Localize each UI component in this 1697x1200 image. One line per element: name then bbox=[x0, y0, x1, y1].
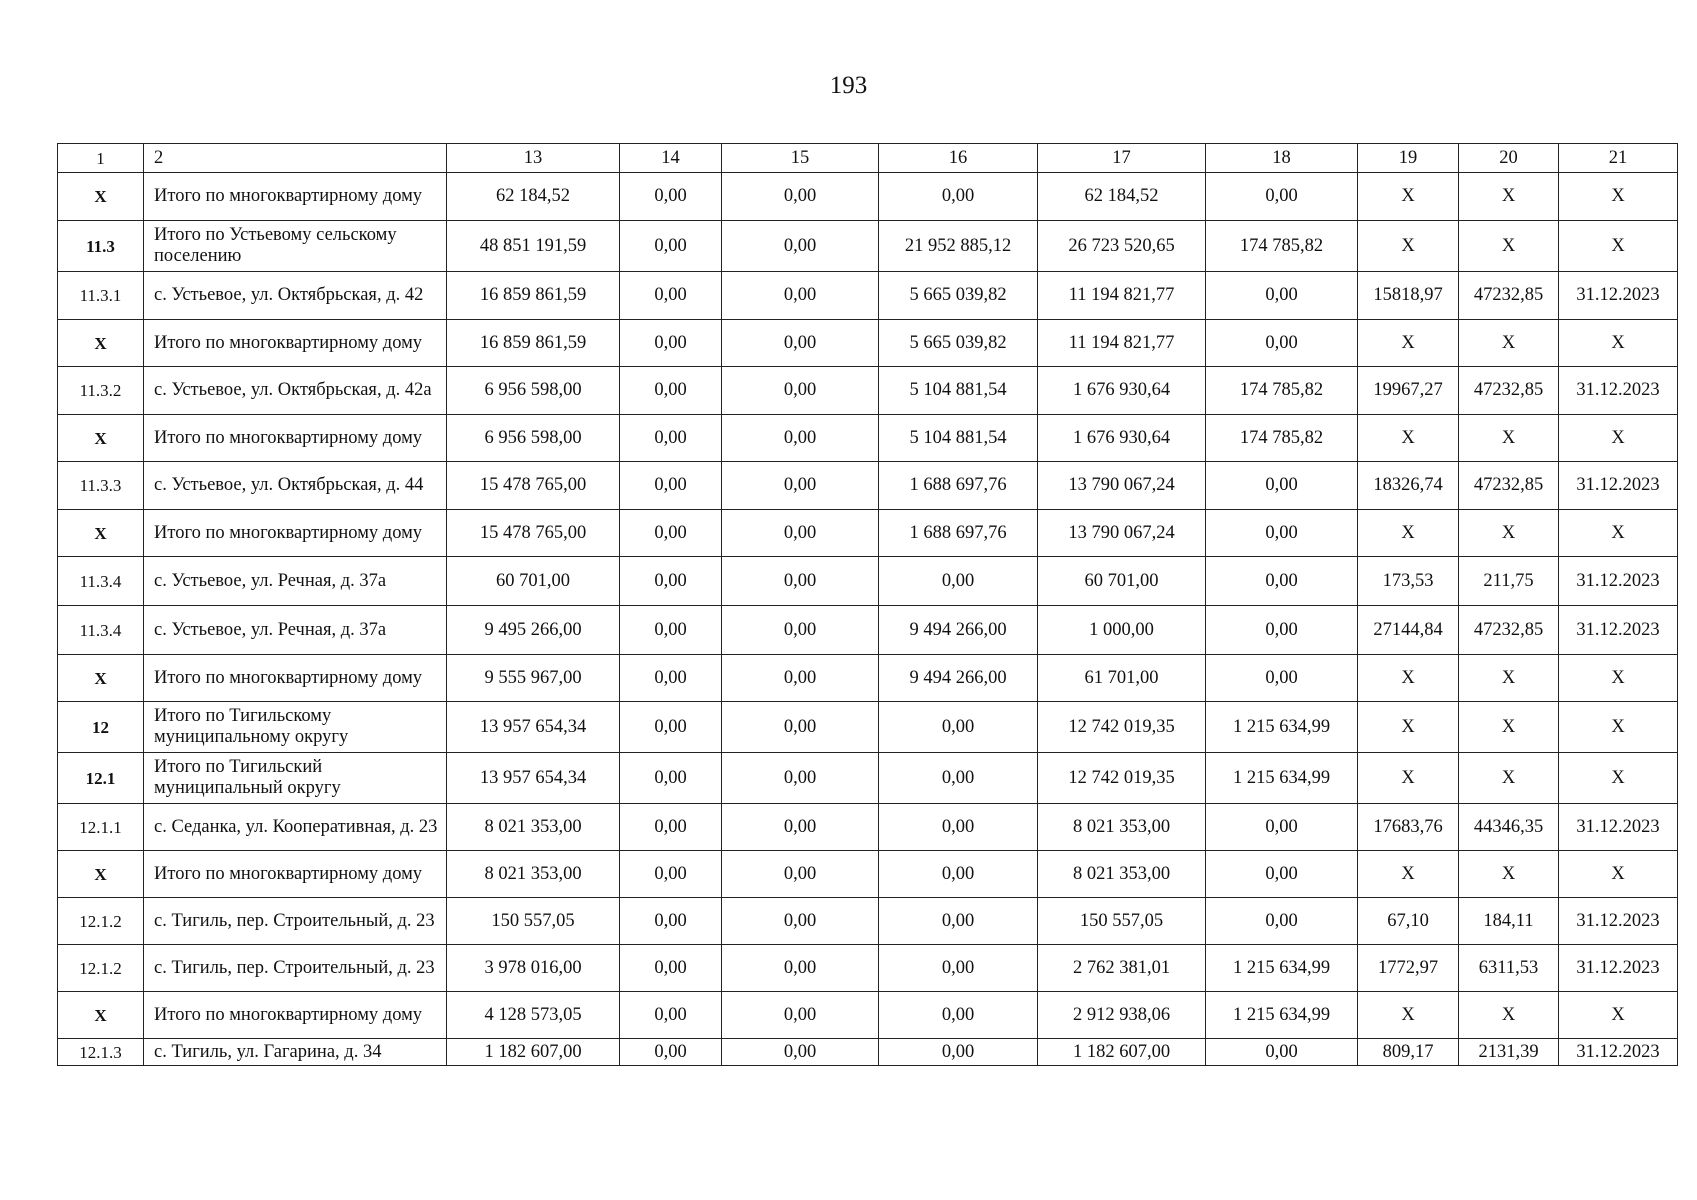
cell-col-16: 0,00 bbox=[879, 851, 1038, 898]
cell-col-18: 0,00 bbox=[1206, 655, 1358, 702]
cell-col-21: 31.12.2023 bbox=[1559, 606, 1678, 655]
cell-col-19: X bbox=[1358, 415, 1459, 462]
cell-col-17: 1 676 930,64 bbox=[1038, 415, 1206, 462]
header-cell-col-16: 16 bbox=[879, 144, 1038, 173]
cell-col-18: 0,00 bbox=[1206, 606, 1358, 655]
cell-col-15: 0,00 bbox=[722, 272, 879, 320]
cell-col-14: 0,00 bbox=[620, 851, 722, 898]
cell-col-17: 12 742 019,35 bbox=[1038, 702, 1206, 753]
cell-col-19: 809,17 bbox=[1358, 1039, 1459, 1066]
table-row bbox=[58, 1039, 1678, 1066]
cell-col-16: 0,00 bbox=[879, 173, 1038, 221]
cell-col-19: 17683,76 bbox=[1358, 804, 1459, 851]
cell-col-18: 0,00 bbox=[1206, 1039, 1358, 1066]
cell-col-17: 60 701,00 bbox=[1038, 557, 1206, 606]
cell-col-address: с. Устьевое, ул. Речная, д. 37а bbox=[144, 606, 447, 655]
cell-col-number: 12.1.2 bbox=[58, 898, 144, 945]
cell-col-13: 13 957 654,34 bbox=[447, 702, 620, 753]
cell-col-15: 0,00 bbox=[722, 655, 879, 702]
cell-col-19: X bbox=[1358, 221, 1459, 272]
cell-col-number: 11.3.3 bbox=[58, 462, 144, 510]
header-cell-col-21: 21 bbox=[1559, 144, 1678, 173]
cell-col-21: 31.12.2023 bbox=[1559, 945, 1678, 992]
cell-col-address: с. Устьевое, ул. Октябрьская, д. 42а bbox=[144, 367, 447, 415]
cell-col-19: X bbox=[1358, 851, 1459, 898]
cell-col-address: Итого по многоквартирному дому bbox=[144, 851, 447, 898]
cell-col-14: 0,00 bbox=[620, 510, 722, 557]
cell-col-19: X bbox=[1358, 320, 1459, 367]
header-cell-col-14: 14 bbox=[620, 144, 722, 173]
cell-col-13: 6 956 598,00 bbox=[447, 415, 620, 462]
cell-col-20: X bbox=[1459, 851, 1559, 898]
table-row bbox=[58, 415, 1678, 462]
page-number: 193 bbox=[829, 72, 868, 99]
cell-col-21: X bbox=[1559, 320, 1678, 367]
cell-col-16: 5 665 039,82 bbox=[879, 320, 1038, 367]
cell-col-18: 174 785,82 bbox=[1206, 221, 1358, 272]
cell-col-address: Итого по многоквартирному дому bbox=[144, 992, 447, 1039]
cell-col-15: 0,00 bbox=[722, 221, 879, 272]
cell-col-18: 0,00 bbox=[1206, 272, 1358, 320]
header-cell-col-17: 17 bbox=[1038, 144, 1206, 173]
cell-col-17: 11 194 821,77 bbox=[1038, 272, 1206, 320]
header-cell-col-address: 2 bbox=[144, 144, 447, 173]
cell-col-13: 16 859 861,59 bbox=[447, 272, 620, 320]
cell-col-20: 47232,85 bbox=[1459, 367, 1559, 415]
cell-col-number: X bbox=[58, 173, 144, 221]
cell-col-17: 1 676 930,64 bbox=[1038, 367, 1206, 415]
cell-col-20: X bbox=[1459, 173, 1559, 221]
cell-col-19: X bbox=[1358, 753, 1459, 804]
cell-col-21: X bbox=[1559, 510, 1678, 557]
cell-col-18: 0,00 bbox=[1206, 804, 1358, 851]
cell-col-13: 60 701,00 bbox=[447, 557, 620, 606]
cell-col-18: 174 785,82 bbox=[1206, 415, 1358, 462]
cell-col-13: 15 478 765,00 bbox=[447, 462, 620, 510]
cell-col-20: 184,11 bbox=[1459, 898, 1559, 945]
table-row bbox=[58, 804, 1678, 851]
cell-col-15: 0,00 bbox=[722, 753, 879, 804]
cell-col-19: X bbox=[1358, 173, 1459, 221]
cell-col-15: 0,00 bbox=[722, 992, 879, 1039]
cell-col-address: Итого по многоквартирному дому bbox=[144, 320, 447, 367]
cell-col-21: X bbox=[1559, 655, 1678, 702]
table-row bbox=[58, 510, 1678, 557]
cell-col-18: 1 215 634,99 bbox=[1206, 753, 1358, 804]
cell-col-15: 0,00 bbox=[722, 1039, 879, 1066]
cell-col-20: X bbox=[1459, 221, 1559, 272]
cell-col-17: 13 790 067,24 bbox=[1038, 462, 1206, 510]
cell-col-21: 31.12.2023 bbox=[1559, 898, 1678, 945]
cell-col-16: 5 104 881,54 bbox=[879, 415, 1038, 462]
cell-col-number: 12.1.1 bbox=[58, 804, 144, 851]
cell-col-13: 150 557,05 bbox=[447, 898, 620, 945]
cell-col-18: 0,00 bbox=[1206, 898, 1358, 945]
cell-col-21: X bbox=[1559, 851, 1678, 898]
table-row bbox=[58, 221, 1678, 272]
cell-col-17: 2 912 938,06 bbox=[1038, 992, 1206, 1039]
header-cell-col-15: 15 bbox=[722, 144, 879, 173]
cell-col-17: 2 762 381,01 bbox=[1038, 945, 1206, 992]
cell-col-18: 1 215 634,99 bbox=[1206, 945, 1358, 992]
cell-col-20: 6311,53 bbox=[1459, 945, 1559, 992]
table-row bbox=[58, 898, 1678, 945]
cell-col-address: Итого по многоквартирному дому bbox=[144, 510, 447, 557]
cell-col-16: 0,00 bbox=[879, 898, 1038, 945]
cell-col-21: 31.12.2023 bbox=[1559, 272, 1678, 320]
cell-col-14: 0,00 bbox=[620, 272, 722, 320]
cell-col-20: X bbox=[1459, 320, 1559, 367]
cell-col-14: 0,00 bbox=[620, 1039, 722, 1066]
cell-col-number: X bbox=[58, 415, 144, 462]
cell-col-14: 0,00 bbox=[620, 367, 722, 415]
table-row bbox=[58, 702, 1678, 753]
cell-col-15: 0,00 bbox=[722, 945, 879, 992]
cell-col-21: X bbox=[1559, 702, 1678, 753]
table-row bbox=[58, 367, 1678, 415]
cell-col-21: 31.12.2023 bbox=[1559, 557, 1678, 606]
cell-col-17: 26 723 520,65 bbox=[1038, 221, 1206, 272]
cell-col-15: 0,00 bbox=[722, 606, 879, 655]
table-row bbox=[58, 557, 1678, 606]
cell-col-address: с. Устьевое, ул. Октябрьская, д. 44 bbox=[144, 462, 447, 510]
cell-col-16: 5 104 881,54 bbox=[879, 367, 1038, 415]
cell-col-14: 0,00 bbox=[620, 992, 722, 1039]
cell-col-18: 0,00 bbox=[1206, 173, 1358, 221]
cell-col-address: с. Седанка, ул. Кооперативная, д. 23 bbox=[144, 804, 447, 851]
cell-col-13: 9 495 266,00 bbox=[447, 606, 620, 655]
cell-col-16: 0,00 bbox=[879, 945, 1038, 992]
cell-col-19: X bbox=[1358, 992, 1459, 1039]
cell-col-18: 0,00 bbox=[1206, 557, 1358, 606]
cell-col-13: 48 851 191,59 bbox=[447, 221, 620, 272]
cell-col-number: X bbox=[58, 655, 144, 702]
cell-col-number: 11.3.1 bbox=[58, 272, 144, 320]
header-cell-col-19: 19 bbox=[1358, 144, 1459, 173]
table-row bbox=[58, 462, 1678, 510]
header-cell-col-20: 20 bbox=[1459, 144, 1559, 173]
cell-col-20: 47232,85 bbox=[1459, 462, 1559, 510]
cell-col-address: Итого по Устьевому сельскому поселению bbox=[144, 221, 447, 272]
cell-col-13: 3 978 016,00 bbox=[447, 945, 620, 992]
cell-col-20: X bbox=[1459, 415, 1559, 462]
cell-col-20: X bbox=[1459, 510, 1559, 557]
cell-col-number: 12.1.3 bbox=[58, 1039, 144, 1066]
data-table bbox=[57, 143, 1678, 1066]
table-row bbox=[58, 753, 1678, 804]
cell-col-18: 1 215 634,99 bbox=[1206, 702, 1358, 753]
cell-col-15: 0,00 bbox=[722, 702, 879, 753]
cell-col-14: 0,00 bbox=[620, 320, 722, 367]
cell-col-16: 21 952 885,12 bbox=[879, 221, 1038, 272]
cell-col-15: 0,00 bbox=[722, 462, 879, 510]
cell-col-15: 0,00 bbox=[722, 898, 879, 945]
cell-col-20: X bbox=[1459, 702, 1559, 753]
cell-col-21: 31.12.2023 bbox=[1559, 367, 1678, 415]
cell-col-17: 11 194 821,77 bbox=[1038, 320, 1206, 367]
cell-col-13: 15 478 765,00 bbox=[447, 510, 620, 557]
cell-col-19: 173,53 bbox=[1358, 557, 1459, 606]
header-cell-col-18: 18 bbox=[1206, 144, 1358, 173]
cell-col-13: 13 957 654,34 bbox=[447, 753, 620, 804]
cell-col-16: 1 688 697,76 bbox=[879, 462, 1038, 510]
cell-col-number: 12.1 bbox=[58, 753, 144, 804]
cell-col-14: 0,00 bbox=[620, 606, 722, 655]
cell-col-14: 0,00 bbox=[620, 557, 722, 606]
cell-col-address: Итого по многоквартирному дому bbox=[144, 173, 447, 221]
cell-col-15: 0,00 bbox=[722, 804, 879, 851]
cell-col-14: 0,00 bbox=[620, 415, 722, 462]
cell-col-19: 18326,74 bbox=[1358, 462, 1459, 510]
cell-col-number: 11.3.4 bbox=[58, 606, 144, 655]
table-row bbox=[58, 606, 1678, 655]
cell-col-19: X bbox=[1358, 702, 1459, 753]
cell-col-16: 0,00 bbox=[879, 753, 1038, 804]
cell-col-16: 9 494 266,00 bbox=[879, 655, 1038, 702]
cell-col-17: 12 742 019,35 bbox=[1038, 753, 1206, 804]
cell-col-13: 8 021 353,00 bbox=[447, 851, 620, 898]
cell-col-17: 62 184,52 bbox=[1038, 173, 1206, 221]
cell-col-13: 9 555 967,00 bbox=[447, 655, 620, 702]
cell-col-21: 31.12.2023 bbox=[1559, 804, 1678, 851]
cell-col-19: 19967,27 bbox=[1358, 367, 1459, 415]
cell-col-number: X bbox=[58, 992, 144, 1039]
cell-col-17: 1 000,00 bbox=[1038, 606, 1206, 655]
cell-col-14: 0,00 bbox=[620, 221, 722, 272]
cell-col-19: 27144,84 bbox=[1358, 606, 1459, 655]
table-row bbox=[58, 851, 1678, 898]
cell-col-20: X bbox=[1459, 655, 1559, 702]
cell-col-20: X bbox=[1459, 992, 1559, 1039]
cell-col-16: 0,00 bbox=[879, 804, 1038, 851]
cell-col-15: 0,00 bbox=[722, 173, 879, 221]
cell-col-14: 0,00 bbox=[620, 655, 722, 702]
cell-col-15: 0,00 bbox=[722, 557, 879, 606]
cell-col-address: Итого по многоквартирному дому bbox=[144, 655, 447, 702]
cell-col-13: 4 128 573,05 bbox=[447, 992, 620, 1039]
cell-col-19: 67,10 bbox=[1358, 898, 1459, 945]
cell-col-16: 0,00 bbox=[879, 557, 1038, 606]
cell-col-18: 0,00 bbox=[1206, 462, 1358, 510]
cell-col-number: X bbox=[58, 510, 144, 557]
cell-col-21: 31.12.2023 bbox=[1559, 1039, 1678, 1066]
cell-col-21: X bbox=[1559, 992, 1678, 1039]
cell-col-20: 44346,35 bbox=[1459, 804, 1559, 851]
cell-col-15: 0,00 bbox=[722, 367, 879, 415]
cell-col-address: с. Тигиль, пер. Строительный, д. 23 bbox=[144, 898, 447, 945]
cell-col-13: 16 859 861,59 bbox=[447, 320, 620, 367]
cell-col-14: 0,00 bbox=[620, 462, 722, 510]
cell-col-19: 1772,97 bbox=[1358, 945, 1459, 992]
cell-col-address: с. Тигиль, пер. Строительный, д. 23 bbox=[144, 945, 447, 992]
table-row bbox=[58, 655, 1678, 702]
cell-col-20: 47232,85 bbox=[1459, 606, 1559, 655]
cell-col-13: 62 184,52 bbox=[447, 173, 620, 221]
cell-col-20: X bbox=[1459, 753, 1559, 804]
cell-col-14: 0,00 bbox=[620, 898, 722, 945]
cell-col-17: 13 790 067,24 bbox=[1038, 510, 1206, 557]
cell-col-address: с. Устьевое, ул. Речная, д. 37а bbox=[144, 557, 447, 606]
cell-col-21: X bbox=[1559, 221, 1678, 272]
cell-col-13: 1 182 607,00 bbox=[447, 1039, 620, 1066]
cell-col-20: 2131,39 bbox=[1459, 1039, 1559, 1066]
cell-col-21: X bbox=[1559, 415, 1678, 462]
header-cell-col-number: 1 bbox=[58, 144, 144, 173]
cell-col-20: 211,75 bbox=[1459, 557, 1559, 606]
cell-col-17: 8 021 353,00 bbox=[1038, 804, 1206, 851]
cell-col-number: 12 bbox=[58, 702, 144, 753]
cell-col-18: 174 785,82 bbox=[1206, 367, 1358, 415]
cell-col-20: 47232,85 bbox=[1459, 272, 1559, 320]
cell-col-address: Итого по Тигильскому муниципальному округу bbox=[144, 702, 447, 753]
table-row bbox=[58, 173, 1678, 221]
cell-col-18: 0,00 bbox=[1206, 851, 1358, 898]
cell-col-address: с. Устьевое, ул. Октябрьская, д. 42 bbox=[144, 272, 447, 320]
table-body bbox=[58, 173, 1678, 1066]
cell-col-16: 0,00 bbox=[879, 702, 1038, 753]
cell-col-15: 0,00 bbox=[722, 510, 879, 557]
header-cell-col-13: 13 bbox=[447, 144, 620, 173]
cell-col-21: 31.12.2023 bbox=[1559, 462, 1678, 510]
cell-col-number: 11.3.2 bbox=[58, 367, 144, 415]
cell-col-16: 9 494 266,00 bbox=[879, 606, 1038, 655]
cell-col-number: 12.1.2 bbox=[58, 945, 144, 992]
cell-col-18: 1 215 634,99 bbox=[1206, 992, 1358, 1039]
cell-col-address: с. Тигиль, ул. Гагарина, д. 34 bbox=[144, 1039, 447, 1066]
cell-col-17: 1 182 607,00 bbox=[1038, 1039, 1206, 1066]
cell-col-address: Итого по Тигильский муниципальный округу bbox=[144, 753, 447, 804]
cell-col-21: X bbox=[1559, 173, 1678, 221]
cell-col-18: 0,00 bbox=[1206, 320, 1358, 367]
cell-col-number: X bbox=[58, 320, 144, 367]
cell-col-16: 0,00 bbox=[879, 992, 1038, 1039]
cell-col-19: X bbox=[1358, 510, 1459, 557]
cell-col-13: 8 021 353,00 bbox=[447, 804, 620, 851]
cell-col-16: 0,00 bbox=[879, 1039, 1038, 1066]
cell-col-number: 11.3 bbox=[58, 221, 144, 272]
cell-col-19: 15818,97 bbox=[1358, 272, 1459, 320]
cell-col-17: 150 557,05 bbox=[1038, 898, 1206, 945]
cell-col-17: 61 701,00 bbox=[1038, 655, 1206, 702]
table-row bbox=[58, 320, 1678, 367]
cell-col-15: 0,00 bbox=[722, 415, 879, 462]
cell-col-13: 6 956 598,00 bbox=[447, 367, 620, 415]
cell-col-number: X bbox=[58, 851, 144, 898]
cell-col-17: 8 021 353,00 bbox=[1038, 851, 1206, 898]
cell-col-16: 5 665 039,82 bbox=[879, 272, 1038, 320]
header-row bbox=[58, 144, 1678, 173]
cell-col-19: X bbox=[1358, 655, 1459, 702]
cell-col-14: 0,00 bbox=[620, 945, 722, 992]
cell-col-15: 0,00 bbox=[722, 851, 879, 898]
cell-col-14: 0,00 bbox=[620, 702, 722, 753]
cell-col-16: 1 688 697,76 bbox=[879, 510, 1038, 557]
cell-col-14: 0,00 bbox=[620, 804, 722, 851]
cell-col-15: 0,00 bbox=[722, 320, 879, 367]
cell-col-18: 0,00 bbox=[1206, 510, 1358, 557]
cell-col-14: 0,00 bbox=[620, 753, 722, 804]
cell-col-21: X bbox=[1559, 753, 1678, 804]
cell-col-14: 0,00 bbox=[620, 173, 722, 221]
table-row bbox=[58, 992, 1678, 1039]
cell-col-number: 11.3.4 bbox=[58, 557, 144, 606]
table-row bbox=[58, 272, 1678, 320]
table-row bbox=[58, 945, 1678, 992]
cell-col-address: Итого по многоквартирному дому bbox=[144, 415, 447, 462]
